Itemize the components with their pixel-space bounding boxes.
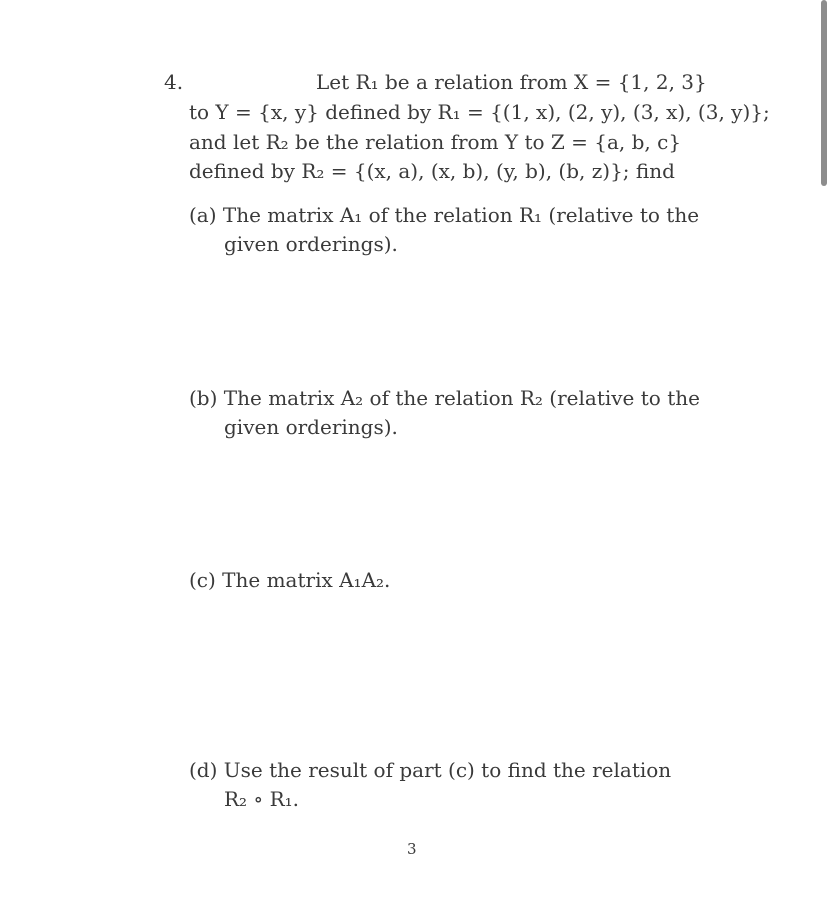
part-a-line-1: The matrix A₁ of the relation R₁ (relative to the xyxy=(222,203,700,227)
page-number: 3 xyxy=(407,840,417,858)
part-a xyxy=(189,201,699,259)
part-d xyxy=(189,756,671,814)
part-b-label: (b) xyxy=(189,386,218,410)
part-d-label: (d) xyxy=(189,758,218,782)
part-a-label: (a) xyxy=(189,203,217,227)
part-c xyxy=(189,566,390,595)
part-d-line-1: Use the result of part (c) to find the relation xyxy=(223,758,672,782)
problem-number: 4. xyxy=(164,70,184,94)
problem-statement-line-2: to Y = {x, y} defined by R₁ = {(1, x), (2, y), (3, x), (3, y)}; xyxy=(189,100,770,124)
part-b xyxy=(189,384,700,442)
scrollbar[interactable] xyxy=(821,0,827,186)
part-b-line-2: given orderings). xyxy=(224,415,398,439)
part-d-line-2: R₂ ∘ R₁. xyxy=(224,787,300,811)
problem-statement-line-3: and let R₂ be the relation from Y to Z = {a, b, c} xyxy=(189,130,682,154)
part-a-line-2: given orderings). xyxy=(224,232,398,256)
problem-statement-line-4: defined by R₂ = {(x, a), (x, b), (y, b), (b, z)}; find xyxy=(189,159,675,183)
part-c-line-1: The matrix A₁A₂. xyxy=(222,568,391,592)
problem-statement-line-1: Let R₁ be a relation from X = {1, 2, 3} xyxy=(316,70,707,94)
part-b-line-1: The matrix A₂ of the relation R₂ (relative to the xyxy=(223,386,700,410)
part-c-label: (c) xyxy=(189,568,216,592)
